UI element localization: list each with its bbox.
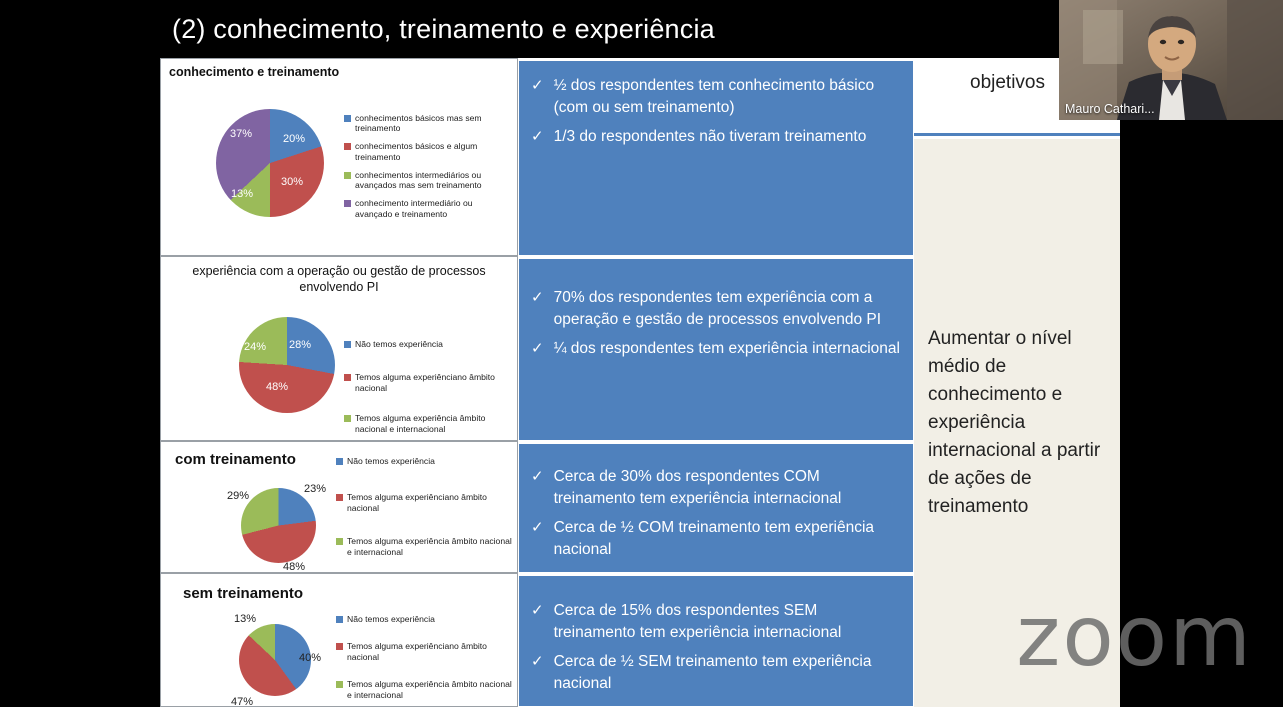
legend-item — [336, 456, 512, 467]
legend-label: conhecimentos básicos e algum treinamento — [355, 141, 478, 162]
legend-label: Temos alguma experiência âmbito nacional e internacional — [347, 678, 512, 700]
check-icon: ✓ — [531, 518, 544, 536]
summary-cell-4 — [518, 575, 914, 707]
legend-swatch-green — [336, 538, 343, 545]
objectives-body-text: Aumentar o nível médio de conhecimento e experiência internacional a partir de ações de treinamento — [928, 328, 1101, 517]
legend-item — [344, 141, 512, 162]
bullet-item — [531, 517, 901, 562]
legend-label: Temos alguma experiência âmbito nacional e internacional — [347, 535, 512, 557]
check-icon: ✓ — [531, 468, 544, 485]
legend-swatch-green — [344, 172, 351, 179]
bullet-text: ¼ dos respondentes tem experiência internacional — [553, 339, 900, 357]
pie-chart-1 — [216, 109, 324, 217]
legend-item — [344, 339, 512, 350]
pie-label-1-2: 13% — [231, 187, 254, 200]
presentation-slide — [160, 0, 1120, 707]
bullet-text: 1/3 do respondentes não tiveram treinamento — [553, 127, 867, 145]
chart-title-1: conhecimento e treinamento — [169, 65, 340, 79]
pie-label-3-1: 48% — [283, 560, 306, 573]
legend-item — [344, 113, 512, 134]
bullet-text: 70% dos respondentes tem experiência com a operação e gestão de processos envolvendo PI — [553, 289, 882, 329]
legend-swatch-red — [336, 643, 343, 650]
legend-swatch-purple — [344, 200, 351, 207]
chart-legend-2 — [344, 339, 512, 441]
pie-label-2-0: 28% — [289, 339, 312, 352]
participant-video-tile[interactable] — [1059, 0, 1283, 120]
legend-swatch-red — [336, 494, 343, 501]
check-icon: ✓ — [531, 339, 544, 357]
check-icon: ✓ — [531, 602, 544, 619]
chart-legend-4 — [336, 614, 512, 707]
bullet-text: Cerca de 30% dos respondentes COM treinamento tem experiência internacional — [553, 468, 842, 508]
pie-chart-3 — [241, 488, 316, 563]
bullet-item — [531, 600, 901, 645]
pie-chart-2 — [239, 317, 335, 413]
chart-legend-1 — [344, 113, 512, 227]
legend-item — [344, 170, 512, 191]
pie-label-4-1: 47% — [231, 695, 254, 707]
bullet-item — [531, 651, 901, 696]
summary-cell-3 — [518, 443, 914, 573]
legend-label: Temos alguma experiênciano âmbito nacional — [347, 492, 487, 514]
pie-label-4-2: 13% — [234, 612, 257, 625]
chart-cell-sem-treinamento — [160, 573, 518, 707]
legend-swatch-blue — [336, 458, 343, 465]
legend-swatch-red — [344, 143, 351, 150]
bullet-item — [531, 126, 901, 148]
legend-item — [336, 679, 512, 700]
check-icon: ✓ — [531, 652, 544, 670]
bullet-item — [531, 75, 901, 120]
legend-label: conhecimentos intermediários ou avançados mas sem treinamento — [355, 169, 482, 191]
legend-swatch-blue — [344, 115, 351, 122]
legend-swatch-green — [336, 681, 343, 688]
bullet-text: ½ dos respondentes tem conhecimento básico (com ou sem treinamento) — [553, 77, 875, 117]
chart-cell-experiencia — [160, 256, 518, 441]
check-icon: ✓ — [531, 289, 544, 306]
legend-label: Não temos experiência — [347, 455, 435, 466]
page-title: (2) conhecimento, treinamento e experiência — [172, 13, 715, 44]
bullet-item — [531, 287, 901, 332]
pie-label-3-2: 29% — [227, 489, 250, 502]
legend-label: conhecimentos básicos mas sem treinamento — [355, 112, 482, 134]
bullet-text: Cerca de ½ COM treinamento tem experiência nacional — [553, 518, 875, 559]
chart-title-4: sem treinamento — [183, 585, 304, 602]
legend-swatch-green — [344, 415, 351, 422]
pie-label-3-0: 23% — [304, 482, 327, 495]
slide-title-bar — [160, 0, 1120, 58]
legend-label: conhecimento intermediário ou avançado e treinamento — [355, 198, 473, 219]
summary-cell-1 — [518, 60, 914, 256]
legend-item — [344, 198, 512, 219]
pie-label-1-3: 37% — [230, 127, 253, 140]
legend-label: Temos alguma experiênciano âmbito nacional — [347, 641, 487, 663]
check-icon: ✓ — [531, 77, 544, 94]
legend-item — [344, 413, 512, 434]
chart-title-3: com treinamento — [175, 451, 296, 468]
check-icon: ✓ — [531, 127, 544, 145]
chart-title-2: experiência com a operação ou gestão de processos envolvendo PI — [192, 264, 486, 294]
legend-item — [344, 372, 512, 393]
objectives-header-label: objetivos — [970, 72, 1045, 93]
legend-label: Temos alguma experiência âmbito nacional e internacional — [355, 413, 486, 435]
summary-cell-2 — [518, 258, 914, 441]
pie-label-2-1: 48% — [266, 381, 289, 394]
participant-name-label: Mauro Cathari... — [1065, 102, 1155, 116]
bullet-item — [531, 466, 901, 511]
legend-swatch-red — [344, 374, 351, 381]
legend-item — [336, 614, 512, 625]
legend-item — [336, 536, 512, 557]
bullet-item — [531, 338, 901, 360]
pie-label-1-0: 20% — [283, 132, 306, 145]
chart-cell-com-treinamento — [160, 441, 518, 573]
pie-label-4-0: 40% — [299, 651, 322, 664]
bullet-text: Cerca de 15% dos respondentes SEM treinamento tem experiência internacional — [553, 602, 842, 642]
legend-item — [336, 641, 512, 662]
pie-label-1-1: 30% — [281, 175, 304, 188]
legend-swatch-blue — [344, 341, 351, 348]
chart-cell-conhecimento — [160, 58, 518, 256]
legend-label: Não temos experiência — [347, 613, 435, 624]
pie-label-2-2: 24% — [244, 341, 267, 354]
chart-legend-3 — [336, 456, 512, 565]
legend-label: Não temos experiência — [355, 339, 443, 350]
legend-label: Temos alguma experiênciano âmbito nacional — [355, 371, 495, 393]
zoom-wordmark: zoom — [1016, 587, 1253, 685]
legend-swatch-blue — [336, 616, 343, 623]
legend-item — [336, 492, 512, 513]
bullet-text: Cerca de ½ SEM treinamento tem experiência nacional — [553, 652, 872, 693]
